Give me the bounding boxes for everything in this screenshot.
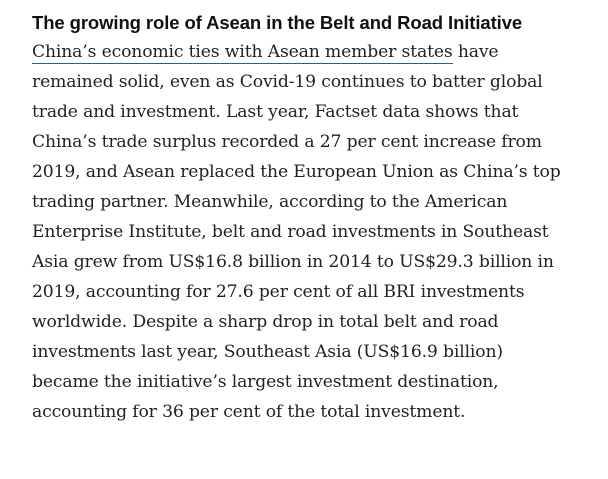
article	[32, 10, 572, 427]
article-paragraph	[32, 37, 572, 427]
paragraph-text: have remained solid, even as Covid-19 continues to batter global trade and investment. Last year, Factset data shows that China’s trade surplus recorded a 27 per cent increase from 2019, and Asean replaced the European Union as China’s top trading partner. Meanwhile, according to the American Enterprise Institute, belt and road investments in Southeast Asia grew from US$16.8 billion in 2014 to US$29.3 billion in 2019, accounting for 27.6 per cent of all BRI investments worldwide. Despite a sharp drop in total belt and road investments last year, Southeast Asia (US$16.9 billion) became the initiative’s largest investment destination, accounting for 36 per cent of the total investment.	[32, 42, 561, 422]
article-inline-link[interactable]: China’s economic ties with Asean member states	[32, 42, 453, 62]
article-heading: The growing role of Asean in the Belt and Road Initiative	[32, 12, 523, 33]
